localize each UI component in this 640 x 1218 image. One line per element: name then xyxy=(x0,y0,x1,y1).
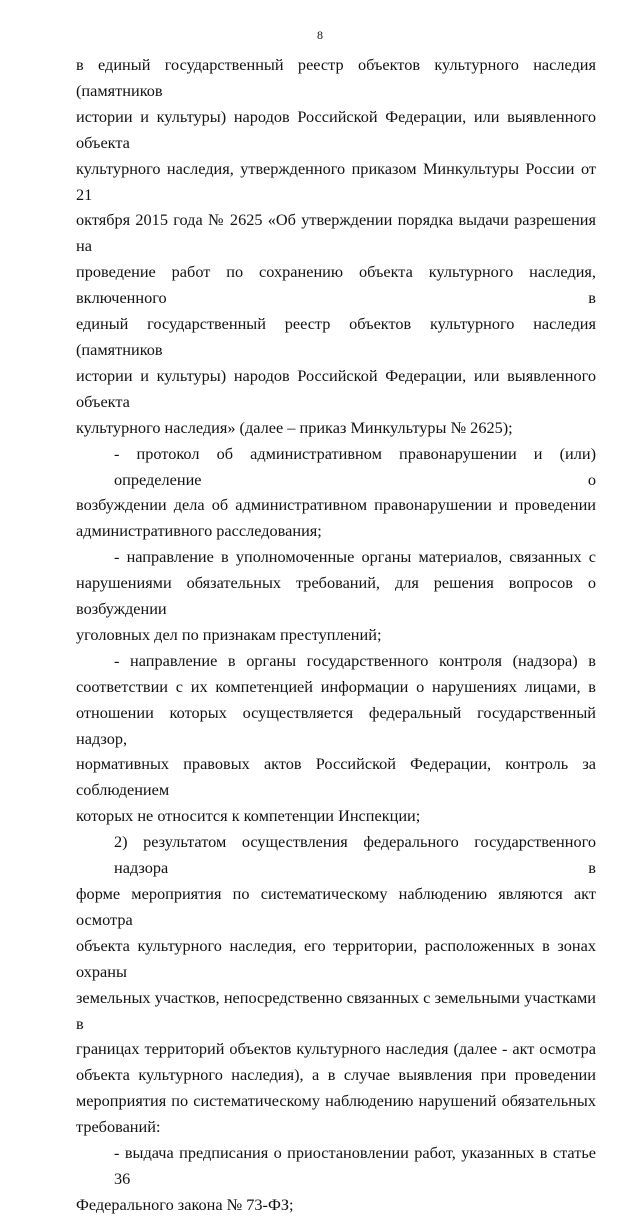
text-line: границах территорий объектов культурного наследия (далее - акт осмотра xyxy=(76,1039,596,1059)
text-line: соответствии с их компетенцией информации о нарушениях лицами, в xyxy=(76,676,596,696)
text-line: - выдача предписания о приостановлении работ, указанных в статье 36 xyxy=(114,1143,596,1188)
text-line: истории и культуры) народов Российской Федерации, или выявленного объекта xyxy=(76,106,596,152)
text-line: в единый государственный реестр объектов культурного наследия (памятников xyxy=(76,55,596,100)
text-line: уголовных дел по признакам преступлений; xyxy=(76,624,382,644)
text-line: требований: xyxy=(76,1117,161,1137)
text-line: - направление в органы государственного контроля (надзора) в xyxy=(114,650,596,670)
text-line: возбуждении дела об административном правонарушении и проведении xyxy=(76,495,596,515)
paragraph-control-bodies-referral xyxy=(76,648,596,829)
text-line: объекта культурного наследия), а в случае выявления при проведении xyxy=(76,1065,596,1085)
text-line: административного расследования; xyxy=(76,521,322,541)
text-line: культурного наследия, утвержденного приказом Минкультуры России от 21 xyxy=(76,158,596,204)
text-line: нарушениями обязательных требований, для решения вопросов о возбуждении xyxy=(76,573,596,619)
text-line: земельных участков, непосредственно связанных с земельными участками в xyxy=(76,987,596,1033)
text-line: 2) результатом осуществления федерального государственного надзора в xyxy=(114,832,596,878)
text-line: октября 2015 года № 2625 «Об утверждении порядка выдачи разрешения на xyxy=(76,210,596,256)
text-line: которых не относится к компетенции Инспекции; xyxy=(76,806,421,826)
paragraph-protocol xyxy=(76,441,596,545)
paragraph-materials-referral xyxy=(76,544,596,648)
text-line: Федерального закона № 73-ФЗ; xyxy=(76,1194,294,1214)
page-number: 8 xyxy=(317,28,323,42)
paragraph-suspension-order xyxy=(76,1140,596,1218)
text-line: форме мероприятия по систематическому наблюдению являются акт осмотра xyxy=(76,884,596,929)
text-line: культурного наследия» (далее – приказ Минкультуры № 2625); xyxy=(76,417,513,437)
text-line: нормативных правовых актов Российской Федерации, контроль за соблюдением xyxy=(76,754,596,800)
paragraph-registry-order xyxy=(76,52,596,441)
text-line: объекта культурного наследия, его территории, расположенных в зонах охраны xyxy=(76,935,596,981)
paragraph-supervision-result xyxy=(76,829,596,1140)
text-line: - направление в уполномоченные органы материалов, связанных с xyxy=(114,547,596,567)
text-line: истории и культуры) народов Российской Федерации, или выявленного объекта xyxy=(76,365,596,411)
text-line: проведение работ по сохранению объекта культурного наследия, включенного в xyxy=(76,262,596,308)
document-body xyxy=(76,52,596,1218)
text-line: отношении которых осуществляется федеральный государственный надзор, xyxy=(76,702,596,748)
text-line: мероприятия по систематическому наблюдению нарушений обязательных xyxy=(76,1091,596,1111)
text-line: единый государственный реестр объектов культурного наследия (памятников xyxy=(76,314,596,359)
text-line: - протокол об административном правонарушении и (или) определение о xyxy=(114,443,596,489)
